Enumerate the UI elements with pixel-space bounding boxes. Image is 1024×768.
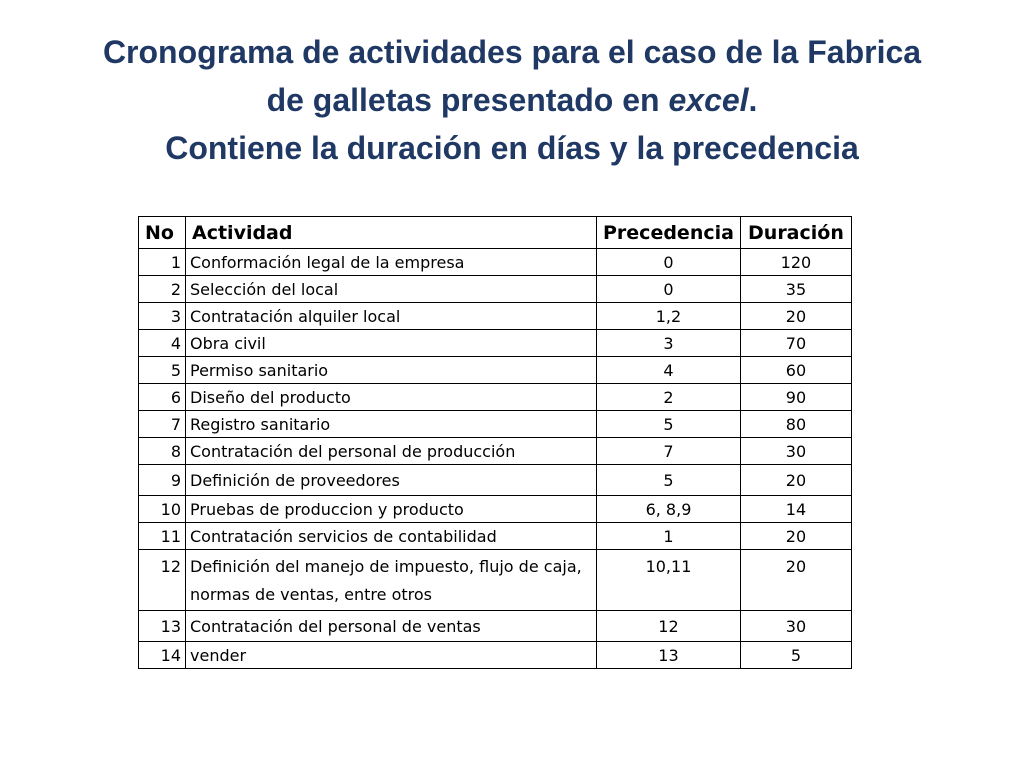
table-row <box>139 611 852 642</box>
cell-no: 4 <box>139 330 186 357</box>
cell-no: 12 <box>139 550 186 611</box>
table-row <box>139 550 852 611</box>
title-line-2-end: . <box>748 82 758 118</box>
title-line-2 <box>0 76 1024 124</box>
header-activity: Actividad <box>186 217 597 249</box>
cell-no: 2 <box>139 276 186 303</box>
cell-activity: Definición de proveedores <box>186 465 597 496</box>
cell-duration: 70 <box>740 330 851 357</box>
cell-precedence: 4 <box>597 357 741 384</box>
cell-precedence: 10,11 <box>597 550 741 611</box>
cell-no: 3 <box>139 303 186 330</box>
cell-no: 5 <box>139 357 186 384</box>
table-row <box>139 330 852 357</box>
cell-activity: Contratación del personal de ventas <box>186 611 597 642</box>
cell-no: 13 <box>139 611 186 642</box>
slide-title <box>0 28 1024 172</box>
cell-no: 6 <box>139 384 186 411</box>
cell-activity: Registro sanitario <box>186 411 597 438</box>
cell-duration: 35 <box>740 276 851 303</box>
cell-activity: Diseño del producto <box>186 384 597 411</box>
cell-activity: Conformación legal de la empresa <box>186 249 597 276</box>
cell-precedence: 5 <box>597 465 741 496</box>
table-row <box>139 411 852 438</box>
title-line-3: Contiene la duración en días y la precedencia <box>165 130 859 166</box>
cell-precedence: 7 <box>597 438 741 465</box>
cell-precedence: 0 <box>597 249 741 276</box>
cell-precedence: 2 <box>597 384 741 411</box>
cell-no: 1 <box>139 249 186 276</box>
cell-duration: 5 <box>740 642 851 669</box>
cell-duration: 20 <box>740 303 851 330</box>
schedule-table <box>138 216 852 669</box>
cell-no: 8 <box>139 438 186 465</box>
cell-duration: 90 <box>740 384 851 411</box>
title-line-1: Cronograma de actividades para el caso de la Fabrica <box>102 34 922 70</box>
cell-activity: Contratación del personal de producción <box>186 438 597 465</box>
cell-no: 10 <box>139 496 186 523</box>
cell-precedence: 0 <box>597 276 741 303</box>
cell-duration: 80 <box>740 411 851 438</box>
cell-precedence: 1 <box>597 523 741 550</box>
cell-duration: 20 <box>740 550 851 611</box>
table-row <box>139 384 852 411</box>
header-duration: Duración <box>740 217 851 249</box>
cell-activity: Permiso sanitario <box>186 357 597 384</box>
cell-duration: 30 <box>740 438 851 465</box>
cell-no: 14 <box>139 642 186 669</box>
title-line-2-emphasis: excel <box>668 82 749 118</box>
table-row <box>139 438 852 465</box>
cell-no: 11 <box>139 523 186 550</box>
header-row <box>139 217 852 249</box>
cell-no: 7 <box>139 411 186 438</box>
cell-duration: 20 <box>740 465 851 496</box>
cell-activity: Contratación alquiler local <box>186 303 597 330</box>
cell-precedence: 5 <box>597 411 741 438</box>
cell-activity: Definición del manejo de impuesto, flujo de caja, normas de ventas, entre otros <box>186 550 597 611</box>
table-row <box>139 357 852 384</box>
title-line-2-start: de galletas presentado en <box>266 82 669 118</box>
table-row <box>139 303 852 330</box>
table-row <box>139 249 852 276</box>
table-row <box>139 276 852 303</box>
cell-activity: vender <box>186 642 597 669</box>
cell-precedence: 6, 8,9 <box>597 496 741 523</box>
cell-duration: 60 <box>740 357 851 384</box>
cell-precedence: 13 <box>597 642 741 669</box>
table-row <box>139 642 852 669</box>
cell-precedence: 3 <box>597 330 741 357</box>
cell-activity: Contratación servicios de contabilidad <box>186 523 597 550</box>
cell-duration: 120 <box>740 249 851 276</box>
table-row <box>139 496 852 523</box>
cell-activity: Obra civil <box>186 330 597 357</box>
cell-precedence: 12 <box>597 611 741 642</box>
header-precedence: Precedencia <box>597 217 741 249</box>
header-no: No <box>139 217 186 249</box>
cell-duration: 20 <box>740 523 851 550</box>
cell-duration: 30 <box>740 611 851 642</box>
cell-duration: 14 <box>740 496 851 523</box>
cell-no: 9 <box>139 465 186 496</box>
cell-precedence: 1,2 <box>597 303 741 330</box>
cell-activity: Pruebas de produccion y producto <box>186 496 597 523</box>
cell-activity: Selección del local <box>186 276 597 303</box>
table-row <box>139 523 852 550</box>
table-row <box>139 465 852 496</box>
